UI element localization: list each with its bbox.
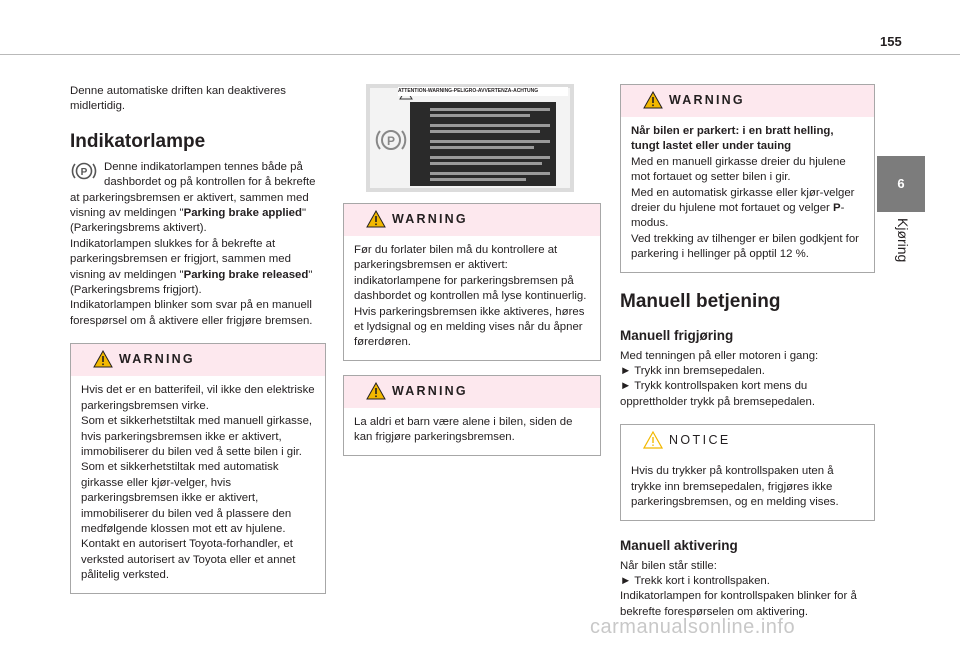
warning-triangle-icon [93, 350, 113, 368]
chapter-tab[interactable]: 6 [877, 156, 925, 212]
warning-line: Hvis det er en batterifeil, vil ikke den elektriske parkeringsbremsen virke. [81, 384, 315, 412]
warning-box-leaving-car [343, 203, 601, 361]
warning-line: Som et sikkerhetstiltak med manuell girkasse, hvis parkeringsbremsen ikke er aktivert, immobiliserer du bilen ved å sette bilen i gir. [81, 415, 313, 458]
subheading-manuell-frigjoring: Manuell frigjøring [620, 327, 734, 343]
warning-header [344, 204, 600, 236]
warning-line: Med en manuell girkasse dreier du hjulene mot fortauet og setter bilen i gir. [631, 155, 846, 184]
column-left [70, 84, 326, 594]
para2-a: Indikatorlampen slukkes for å bekrefte at parkeringsbremsen er frigjort, sammen med visning av meldingen " [70, 237, 291, 281]
notice-title: NOTICE [669, 433, 731, 448]
step-line: ► Trykk inn bremsepedalen. [620, 365, 765, 378]
para2-msg: Parking brake released [183, 268, 309, 281]
warning-lead: Når bilen er parkert: i en bratt helling, tungt lastet eller under tauing [631, 125, 834, 153]
chapter-title: Kjøring [895, 218, 911, 263]
notice-body [621, 457, 874, 519]
warning-box-parking-slope [620, 84, 875, 273]
warning-triangle-icon [366, 210, 386, 228]
notice-header [621, 425, 874, 457]
chapter-label [874, 218, 928, 288]
step-line: ► Trekk kort i kontrollspaken. [620, 574, 770, 587]
column-middle [343, 84, 601, 456]
warning-text: Før du forlater bilen må du kontrollere at parkeringsbremsen er aktivert: indikatorlampene for parkeringsbremsen på dashbordet og kontrollen må lyse kontinuerlig. Hvis parkeringsbremsen ikke aktiveres, høres et lydsignal og en melding vises når du åpner førerdøren. [354, 244, 587, 349]
subheading-manuell-aktivering: Manuell aktivering [620, 537, 738, 553]
step-line: Indikatorlampen for kontrollspaken blinker for å bekrefte forespørselen om aktivering. [620, 590, 857, 618]
photo-banner-text: ATTENTION-WARNING-PELIGRO-AVVERTENZA-ACHTUNG [398, 87, 568, 96]
step-line: Med tenningen på eller motoren i gang: [620, 349, 819, 362]
indicator-paragraph [70, 160, 326, 329]
warning-box-child [343, 375, 601, 456]
warning-body [344, 408, 600, 455]
notice-box [620, 424, 875, 520]
warning-line: Kontakt en autorisert Toyota-forhandler, et verksted autorisert av Toyota eller et annet pålitelig verksted. [81, 538, 296, 582]
para3: Indikatorlampen blinker som svar på en manuell forespørsel om å aktivere eller frigjøre bremsen. [70, 299, 313, 327]
warning-body [344, 236, 600, 360]
photo-parking-brake-icon [374, 126, 408, 154]
warning-title: WARNING [119, 352, 195, 367]
para1-a: Denne indikatorlampen tennes både på dashbordet og på kontrollen for å bekrefte at parkeringsbremsen er aktivert, sammen med visning av meldingen " [70, 160, 316, 220]
warning-line: Med en automatisk girkasse eller kjør-velger dreier du hjulene mot fortauet og velger P-modus. [631, 186, 855, 230]
parking-brake-icon [70, 160, 98, 182]
notice-triangle-icon [643, 431, 663, 449]
warning-text: La aldri et barn være alene i bilen, siden de kan frigjøre parkeringsbremsen. [354, 415, 573, 444]
step-line: Når bilen står stille: [620, 559, 717, 572]
svg-text:P: P [80, 166, 88, 178]
warning-line: Som et sikkerhetstiltak med automatisk girkasse eller kjør-velger, hvis parkeringsbremsen ikke er aktivert, immobiliserer du bilen ved å plassere den medfølgende klossen mot ett av hjulene. [81, 461, 292, 535]
notice-text: Hvis du trykker på kontrollspaken uten å trykke inn bremsepedalen, frigjøres ikke parkeringsbremsen, og en melding vises. [631, 465, 839, 509]
watermark: carmanualsonline.info [590, 616, 796, 638]
warning-box-battery [70, 343, 326, 593]
warning-body [71, 376, 325, 592]
photo-label-text-block [410, 102, 556, 186]
warning-line: Ved trekking av tilhenger er bilen godkjent for parkering i hellinger på opptil 12 %. [631, 232, 859, 261]
warning-title: WARNING [392, 212, 468, 226]
section-heading-indikatorlampe: Indikatorlampe [70, 130, 206, 152]
intro-text: Denne automatiske driften kan deaktiveres midlertidig. [70, 85, 286, 113]
para1-msg: Parking brake applied [183, 207, 302, 220]
page-number: 155 [880, 34, 902, 49]
header-rule [0, 54, 960, 55]
warning-header [71, 344, 325, 376]
warning-label-photo [366, 84, 574, 192]
step-line: ► Trykk kontrollspaken kort mens du opprettholder trykk på bremsepedalen. [620, 380, 816, 408]
svg-text:P: P [386, 134, 396, 148]
column-right [620, 84, 875, 620]
warning-triangle-icon [366, 382, 386, 400]
warning-header [344, 376, 600, 408]
warning-body [621, 117, 874, 272]
warning-title: WARNING [669, 93, 745, 107]
section-heading-manuell-betjening: Manuell betjening [620, 290, 781, 312]
para2-c: " (Parkeringsbrems frigjort). [70, 268, 313, 297]
warning-title: WARNING [392, 383, 468, 398]
warning-header [621, 85, 874, 117]
warning-triangle-icon [643, 91, 663, 109]
para1-c: " (Parkeringsbrems aktivert). [70, 207, 307, 235]
